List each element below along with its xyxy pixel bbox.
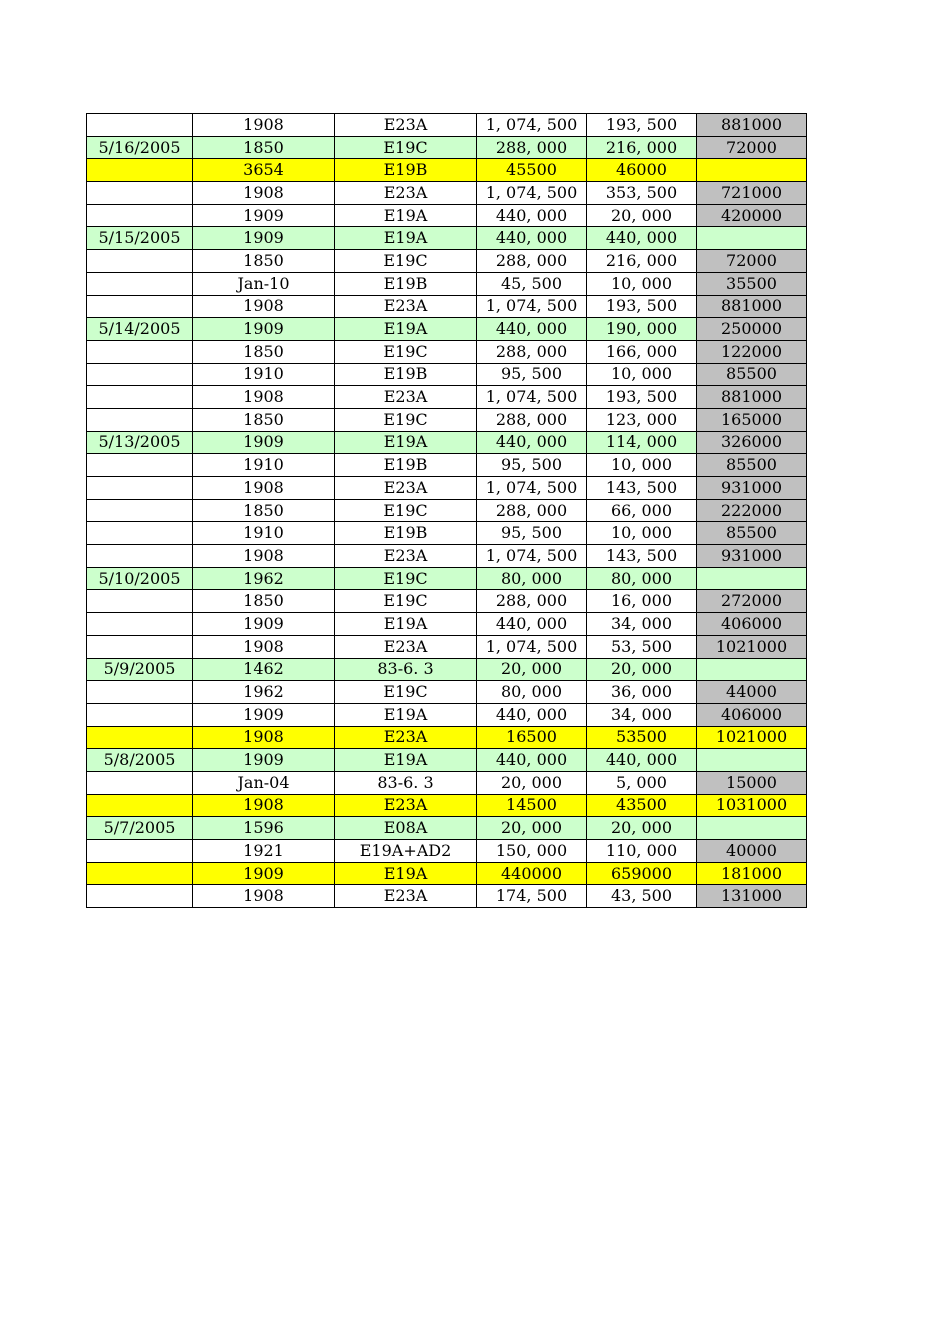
used-cell[interactable]: 43500 — [587, 794, 697, 817]
table-row — [87, 340, 807, 363]
code-cell[interactable]: E19B — [335, 522, 477, 545]
used-cell[interactable]: 20, 000 — [587, 817, 697, 840]
balance-cell[interactable]: 250000 — [697, 318, 807, 341]
balance-cell[interactable]: 181000 — [697, 862, 807, 885]
code-cell[interactable]: E19B — [335, 363, 477, 386]
quantity-cell[interactable]: 150, 000 — [477, 840, 587, 863]
used-cell[interactable]: 216, 000 — [587, 250, 697, 273]
used-cell[interactable]: 110, 000 — [587, 840, 697, 863]
quantity-cell[interactable]: 95, 500 — [477, 522, 587, 545]
id-cell[interactable]: 1909 — [193, 318, 335, 341]
used-cell[interactable]: 53, 500 — [587, 635, 697, 658]
balance-cell[interactable] — [697, 567, 807, 590]
code-cell[interactable]: E19C — [335, 136, 477, 159]
code-cell[interactable]: E23A — [335, 386, 477, 409]
used-cell[interactable]: 10, 000 — [587, 522, 697, 545]
id-cell[interactable]: 1909 — [193, 431, 335, 454]
balance-cell[interactable]: 15000 — [697, 771, 807, 794]
balance-cell[interactable]: 881000 — [697, 114, 807, 137]
date-cell[interactable] — [87, 408, 193, 431]
date-cell[interactable] — [87, 340, 193, 363]
id-cell[interactable]: 1962 — [193, 567, 335, 590]
code-cell[interactable]: E19A — [335, 227, 477, 250]
balance-cell[interactable]: 406000 — [697, 703, 807, 726]
id-cell[interactable]: 1908 — [193, 386, 335, 409]
date-cell[interactable] — [87, 885, 193, 908]
used-cell[interactable]: 34, 000 — [587, 613, 697, 636]
used-cell[interactable]: 143, 500 — [587, 477, 697, 500]
code-cell[interactable]: E23A — [335, 726, 477, 749]
balance-cell[interactable] — [697, 749, 807, 772]
date-cell[interactable] — [87, 295, 193, 318]
balance-cell[interactable]: 85500 — [697, 363, 807, 386]
date-cell[interactable] — [87, 454, 193, 477]
balance-cell[interactable]: 35500 — [697, 272, 807, 295]
table-row — [87, 885, 807, 908]
code-cell[interactable]: E23A — [335, 794, 477, 817]
inventory-table-body — [87, 114, 807, 908]
code-cell[interactable]: E19A — [335, 431, 477, 454]
quantity-cell[interactable]: 440, 000 — [477, 703, 587, 726]
code-cell[interactable]: E08A — [335, 817, 477, 840]
date-cell[interactable] — [87, 499, 193, 522]
date-cell[interactable] — [87, 635, 193, 658]
code-cell[interactable]: E19B — [335, 454, 477, 477]
code-cell[interactable]: E19A — [335, 749, 477, 772]
id-cell[interactable]: 3654 — [193, 159, 335, 182]
table-row — [87, 477, 807, 500]
used-cell[interactable]: 16, 000 — [587, 590, 697, 613]
id-cell[interactable]: 1908 — [193, 635, 335, 658]
date-cell[interactable] — [87, 204, 193, 227]
quantity-cell[interactable]: 1, 074, 500 — [477, 545, 587, 568]
balance-cell[interactable]: 931000 — [697, 545, 807, 568]
code-cell[interactable]: E19C — [335, 681, 477, 704]
balance-cell[interactable]: 406000 — [697, 613, 807, 636]
code-cell[interactable]: E19A — [335, 318, 477, 341]
table-row — [87, 749, 807, 772]
date-cell[interactable] — [87, 590, 193, 613]
balance-cell[interactable]: 72000 — [697, 136, 807, 159]
quantity-cell[interactable]: 440, 000 — [477, 431, 587, 454]
code-cell[interactable]: E23A — [335, 477, 477, 500]
table-row — [87, 590, 807, 613]
balance-cell[interactable]: 1031000 — [697, 794, 807, 817]
balance-cell[interactable]: 122000 — [697, 340, 807, 363]
quantity-cell[interactable]: 440, 000 — [477, 613, 587, 636]
balance-cell[interactable]: 44000 — [697, 681, 807, 704]
date-cell[interactable]: 5/15/2005 — [87, 227, 193, 250]
quantity-cell[interactable]: 1, 074, 500 — [477, 477, 587, 500]
quantity-cell[interactable]: 14500 — [477, 794, 587, 817]
date-cell[interactable] — [87, 681, 193, 704]
id-cell[interactable]: 1850 — [193, 340, 335, 363]
used-cell[interactable]: 353, 500 — [587, 182, 697, 205]
code-cell[interactable]: E19A — [335, 613, 477, 636]
quantity-cell[interactable]: 1, 074, 500 — [477, 635, 587, 658]
table-row — [87, 613, 807, 636]
balance-cell[interactable] — [697, 159, 807, 182]
balance-cell[interactable]: 222000 — [697, 499, 807, 522]
id-cell[interactable]: 1850 — [193, 499, 335, 522]
used-cell[interactable]: 20, 000 — [587, 658, 697, 681]
quantity-cell[interactable]: 288, 000 — [477, 590, 587, 613]
table-row — [87, 318, 807, 341]
quantity-cell[interactable]: 1, 074, 500 — [477, 114, 587, 137]
used-cell[interactable]: 190, 000 — [587, 318, 697, 341]
code-cell[interactable]: E19C — [335, 408, 477, 431]
table-row — [87, 635, 807, 658]
balance-cell[interactable]: 881000 — [697, 295, 807, 318]
used-cell[interactable]: 80, 000 — [587, 567, 697, 590]
id-cell[interactable]: 1909 — [193, 749, 335, 772]
balance-cell[interactable]: 881000 — [697, 386, 807, 409]
used-cell[interactable]: 36, 000 — [587, 681, 697, 704]
id-cell[interactable]: 1908 — [193, 726, 335, 749]
date-cell[interactable]: 5/13/2005 — [87, 431, 193, 454]
id-cell[interactable]: 1921 — [193, 840, 335, 863]
table-row — [87, 681, 807, 704]
id-cell[interactable]: 1908 — [193, 114, 335, 137]
table-row — [87, 567, 807, 590]
used-cell[interactable]: 53500 — [587, 726, 697, 749]
code-cell[interactable]: E23A — [335, 545, 477, 568]
quantity-cell[interactable]: 288, 000 — [477, 136, 587, 159]
quantity-cell[interactable]: 288, 000 — [477, 499, 587, 522]
used-cell[interactable]: 10, 000 — [587, 363, 697, 386]
used-cell[interactable]: 34, 000 — [587, 703, 697, 726]
quantity-cell[interactable]: 45500 — [477, 159, 587, 182]
quantity-cell[interactable]: 440, 000 — [477, 749, 587, 772]
table-row — [87, 114, 807, 137]
balance-cell[interactable]: 165000 — [697, 408, 807, 431]
balance-cell[interactable]: 272000 — [697, 590, 807, 613]
balance-cell[interactable]: 931000 — [697, 477, 807, 500]
code-cell[interactable]: E19C — [335, 250, 477, 273]
table-row — [87, 250, 807, 273]
id-cell[interactable]: 1850 — [193, 590, 335, 613]
used-cell[interactable]: 166, 000 — [587, 340, 697, 363]
id-cell[interactable]: 1909 — [193, 227, 335, 250]
quantity-cell[interactable]: 440, 000 — [477, 204, 587, 227]
quantity-cell[interactable]: 20, 000 — [477, 771, 587, 794]
id-cell[interactable]: 1908 — [193, 885, 335, 908]
used-cell[interactable]: 66, 000 — [587, 499, 697, 522]
balance-cell[interactable] — [697, 227, 807, 250]
id-cell[interactable]: 1596 — [193, 817, 335, 840]
id-cell[interactable]: 1908 — [193, 477, 335, 500]
quantity-cell[interactable]: 20, 000 — [477, 658, 587, 681]
date-cell[interactable] — [87, 703, 193, 726]
date-cell[interactable] — [87, 272, 193, 295]
code-cell[interactable]: 83-6. 3 — [335, 771, 477, 794]
quantity-cell[interactable]: 80, 000 — [477, 567, 587, 590]
code-cell[interactable]: E19A — [335, 204, 477, 227]
quantity-cell[interactable]: 288, 000 — [477, 408, 587, 431]
quantity-cell[interactable]: 95, 500 — [477, 363, 587, 386]
date-cell[interactable] — [87, 771, 193, 794]
code-cell[interactable]: E23A — [335, 635, 477, 658]
inventory-table — [86, 113, 807, 908]
table-row — [87, 182, 807, 205]
table-row — [87, 431, 807, 454]
balance-cell[interactable] — [697, 658, 807, 681]
date-cell[interactable] — [87, 613, 193, 636]
table-row — [87, 295, 807, 318]
date-cell[interactable] — [87, 182, 193, 205]
used-cell[interactable]: 193, 500 — [587, 386, 697, 409]
code-cell[interactable]: E19C — [335, 340, 477, 363]
table-row — [87, 545, 807, 568]
code-cell[interactable]: E19A — [335, 703, 477, 726]
table-row — [87, 703, 807, 726]
date-cell[interactable] — [87, 250, 193, 273]
id-cell[interactable]: 1910 — [193, 363, 335, 386]
date-cell[interactable] — [87, 862, 193, 885]
id-cell[interactable]: 1908 — [193, 295, 335, 318]
id-cell[interactable]: 1850 — [193, 408, 335, 431]
table-row — [87, 817, 807, 840]
used-cell[interactable]: 123, 000 — [587, 408, 697, 431]
date-cell[interactable] — [87, 522, 193, 545]
id-cell[interactable]: 1850 — [193, 136, 335, 159]
date-cell[interactable] — [87, 840, 193, 863]
used-cell[interactable]: 10, 000 — [587, 272, 697, 295]
code-cell[interactable]: E23A — [335, 182, 477, 205]
date-cell[interactable] — [87, 386, 193, 409]
id-cell[interactable]: 1909 — [193, 204, 335, 227]
used-cell[interactable]: 43, 500 — [587, 885, 697, 908]
quantity-cell[interactable]: 20, 000 — [477, 817, 587, 840]
code-cell[interactable]: E23A — [335, 885, 477, 908]
table-row — [87, 204, 807, 227]
date-cell[interactable] — [87, 794, 193, 817]
table-row — [87, 522, 807, 545]
used-cell[interactable]: 193, 500 — [587, 114, 697, 137]
balance-cell[interactable]: 72000 — [697, 250, 807, 273]
id-cell[interactable]: 1910 — [193, 454, 335, 477]
date-cell[interactable] — [87, 545, 193, 568]
code-cell[interactable]: E19A+AD2 — [335, 840, 477, 863]
code-cell[interactable]: E23A — [335, 114, 477, 137]
used-cell[interactable]: 659000 — [587, 862, 697, 885]
table-row — [87, 363, 807, 386]
date-cell[interactable]: 5/7/2005 — [87, 817, 193, 840]
code-cell[interactable]: E19C — [335, 499, 477, 522]
quantity-cell[interactable]: 80, 000 — [477, 681, 587, 704]
id-cell[interactable]: 1910 — [193, 522, 335, 545]
balance-cell[interactable]: 1021000 — [697, 635, 807, 658]
code-cell[interactable]: E19B — [335, 159, 477, 182]
id-cell[interactable]: Jan-10 — [193, 272, 335, 295]
quantity-cell[interactable]: 440000 — [477, 862, 587, 885]
date-cell[interactable] — [87, 363, 193, 386]
table-row — [87, 136, 807, 159]
date-cell[interactable]: 5/8/2005 — [87, 749, 193, 772]
table-row — [87, 658, 807, 681]
id-cell[interactable]: 1909 — [193, 862, 335, 885]
balance-cell[interactable]: 1021000 — [697, 726, 807, 749]
date-cell[interactable]: 5/16/2005 — [87, 136, 193, 159]
table-row — [87, 272, 807, 295]
table-row — [87, 454, 807, 477]
table-row — [87, 726, 807, 749]
table-row — [87, 227, 807, 250]
used-cell[interactable]: 5, 000 — [587, 771, 697, 794]
table-row — [87, 840, 807, 863]
balance-cell[interactable]: 721000 — [697, 182, 807, 205]
id-cell[interactable]: 1908 — [193, 182, 335, 205]
id-cell[interactable]: 1962 — [193, 681, 335, 704]
quantity-cell[interactable]: 1, 074, 500 — [477, 182, 587, 205]
balance-cell[interactable]: 40000 — [697, 840, 807, 863]
balance-cell[interactable]: 85500 — [697, 522, 807, 545]
code-cell[interactable]: E19A — [335, 862, 477, 885]
used-cell[interactable]: 10, 000 — [587, 454, 697, 477]
date-cell[interactable] — [87, 726, 193, 749]
used-cell[interactable]: 440, 000 — [587, 227, 697, 250]
table-row — [87, 862, 807, 885]
code-cell[interactable]: E19C — [335, 590, 477, 613]
quantity-cell[interactable]: 288, 000 — [477, 250, 587, 273]
code-cell[interactable]: 83-6. 3 — [335, 658, 477, 681]
code-cell[interactable]: E23A — [335, 295, 477, 318]
id-cell[interactable]: Jan-04 — [193, 771, 335, 794]
used-cell[interactable]: 440, 000 — [587, 749, 697, 772]
balance-cell[interactable]: 131000 — [697, 885, 807, 908]
balance-cell[interactable] — [697, 817, 807, 840]
used-cell[interactable]: 20, 000 — [587, 204, 697, 227]
table-row — [87, 794, 807, 817]
table-row — [87, 408, 807, 431]
used-cell[interactable]: 143, 500 — [587, 545, 697, 568]
table-row — [87, 386, 807, 409]
quantity-cell[interactable]: 95, 500 — [477, 454, 587, 477]
id-cell[interactable]: 1908 — [193, 794, 335, 817]
code-cell[interactable]: E19C — [335, 567, 477, 590]
quantity-cell[interactable]: 45, 500 — [477, 272, 587, 295]
quantity-cell[interactable]: 288, 000 — [477, 340, 587, 363]
id-cell[interactable]: 1850 — [193, 250, 335, 273]
quantity-cell[interactable]: 174, 500 — [477, 885, 587, 908]
balance-cell[interactable]: 420000 — [697, 204, 807, 227]
date-cell[interactable]: 5/9/2005 — [87, 658, 193, 681]
balance-cell[interactable]: 326000 — [697, 431, 807, 454]
used-cell[interactable]: 46000 — [587, 159, 697, 182]
table-row — [87, 771, 807, 794]
used-cell[interactable]: 216, 000 — [587, 136, 697, 159]
quantity-cell[interactable]: 440, 000 — [477, 318, 587, 341]
id-cell[interactable]: 1909 — [193, 703, 335, 726]
date-cell[interactable]: 5/10/2005 — [87, 567, 193, 590]
used-cell[interactable]: 114, 000 — [587, 431, 697, 454]
date-cell[interactable] — [87, 114, 193, 137]
quantity-cell[interactable]: 440, 000 — [477, 227, 587, 250]
id-cell[interactable]: 1462 — [193, 658, 335, 681]
quantity-cell[interactable]: 1, 074, 500 — [477, 386, 587, 409]
used-cell[interactable]: 193, 500 — [587, 295, 697, 318]
id-cell[interactable]: 1908 — [193, 545, 335, 568]
date-cell[interactable] — [87, 477, 193, 500]
quantity-cell[interactable]: 1, 074, 500 — [477, 295, 587, 318]
date-cell[interactable] — [87, 159, 193, 182]
table-row — [87, 159, 807, 182]
date-cell[interactable]: 5/14/2005 — [87, 318, 193, 341]
code-cell[interactable]: E19B — [335, 272, 477, 295]
quantity-cell[interactable]: 16500 — [477, 726, 587, 749]
balance-cell[interactable]: 85500 — [697, 454, 807, 477]
id-cell[interactable]: 1909 — [193, 613, 335, 636]
table-row — [87, 499, 807, 522]
